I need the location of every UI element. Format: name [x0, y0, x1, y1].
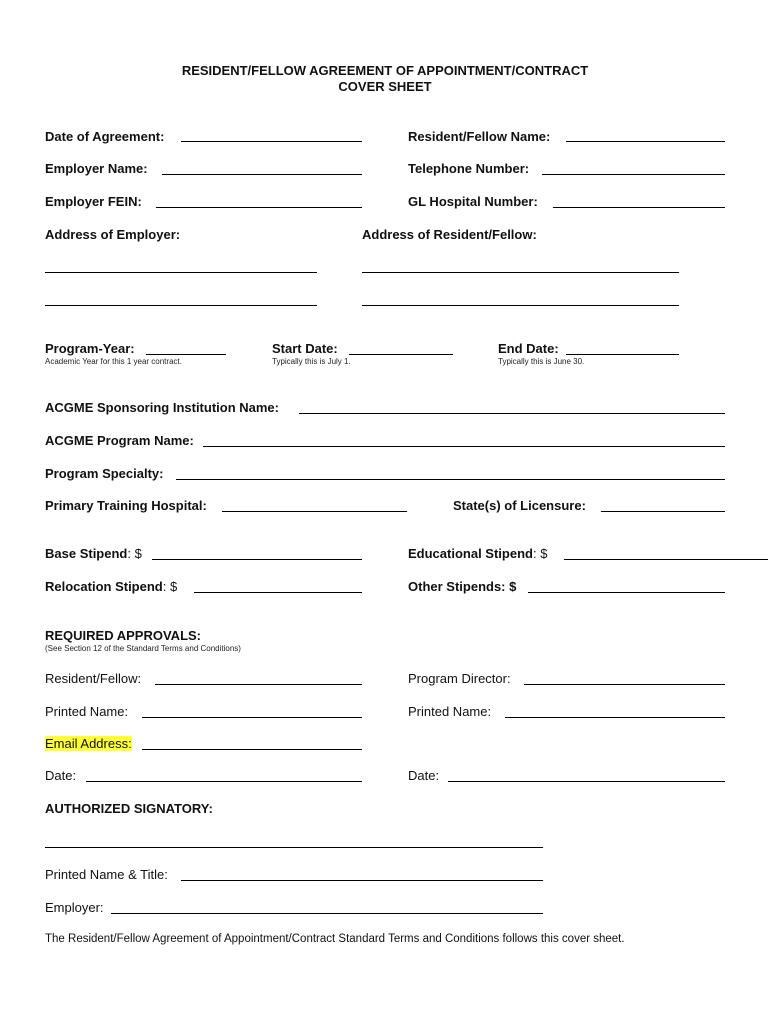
- resident-address-line-2[interactable]: [362, 305, 679, 306]
- educational-stipend-currency: : $: [532, 546, 548, 561]
- employer-address-line-2[interactable]: [45, 305, 317, 306]
- acgme-institution-field[interactable]: [299, 413, 725, 414]
- educational-stipend-label: [408, 546, 547, 561]
- employer-name-label: Employer Name:: [45, 161, 148, 176]
- email-address-label: Email Address:: [45, 736, 132, 751]
- printed-name-left-label: Printed Name:: [45, 704, 129, 719]
- required-approvals-heading: REQUIRED APPROVALS:: [45, 628, 202, 643]
- resident-fellow-signature-field[interactable]: [155, 684, 362, 685]
- gl-hospital-number-label: GL Hospital Number:: [408, 194, 538, 209]
- start-date-field[interactable]: [349, 354, 453, 355]
- base-stipend-label: [45, 546, 142, 561]
- document-subtitle: COVER SHEET: [338, 79, 432, 94]
- address-of-employer-label: Address of Employer:: [45, 227, 181, 242]
- signatory-employer-field[interactable]: [111, 913, 543, 914]
- date-of-agreement-field[interactable]: [181, 141, 362, 142]
- employer-fein-label: Employer FEIN:: [45, 194, 142, 209]
- states-of-licensure-label: State(s) of Licensure:: [453, 498, 586, 513]
- start-date-note: Typically this is July 1.: [272, 357, 351, 366]
- gl-hospital-number-field[interactable]: [553, 207, 725, 208]
- telephone-number-label: Telephone Number:: [408, 161, 530, 176]
- printed-name-title-field[interactable]: [181, 880, 543, 881]
- relocation-stipend-label-text: Relocation Stipend: [45, 579, 163, 594]
- date-right-label: Date:: [408, 768, 440, 783]
- signatory-employer-label: Employer:: [45, 900, 104, 915]
- program-director-signature-label: Program Director:: [408, 671, 511, 686]
- primary-training-hospital-field[interactable]: [222, 511, 407, 512]
- program-specialty-field[interactable]: [176, 479, 725, 480]
- program-year-label: Program-Year:: [45, 341, 135, 356]
- relocation-stipend-currency: : $: [162, 579, 178, 594]
- end-date-note: Typically this is June 30.: [498, 357, 585, 366]
- printed-name-left-field[interactable]: [142, 717, 362, 718]
- resident-address-line-1[interactable]: [362, 272, 679, 273]
- start-date-label: Start Date:: [272, 341, 338, 356]
- employer-fein-field[interactable]: [156, 207, 362, 208]
- document-title: RESIDENT/FELLOW AGREEMENT OF APPOINTMENT/CONTRACT: [181, 63, 589, 78]
- base-stipend-currency: : $: [127, 546, 142, 561]
- program-specialty-label: Program Specialty:: [45, 466, 164, 481]
- telephone-number-field[interactable]: [542, 174, 725, 175]
- end-date-field[interactable]: [566, 354, 679, 355]
- acgme-program-label: ACGME Program Name:: [45, 433, 194, 448]
- employer-address-line-1[interactable]: [45, 272, 317, 273]
- email-address-field[interactable]: [142, 749, 362, 750]
- program-year-note: Academic Year for this 1 year contract.: [45, 357, 182, 366]
- address-of-resident-label: Address of Resident/Fellow:: [362, 227, 537, 242]
- acgme-program-field[interactable]: [203, 446, 725, 447]
- resident-fellow-signature-label: Resident/Fellow:: [45, 671, 142, 686]
- printed-name-right-field[interactable]: [505, 717, 725, 718]
- other-stipends-label: Other Stipends: $: [408, 579, 517, 594]
- required-approvals-note: (See Section 12 of the Standard Terms and Conditions): [45, 644, 241, 653]
- states-of-licensure-field[interactable]: [601, 511, 725, 512]
- relocation-stipend-field[interactable]: [194, 592, 362, 593]
- date-right-field[interactable]: [448, 781, 725, 782]
- date-left-label: Date:: [45, 768, 77, 783]
- footer-note: The Resident/Fellow Agreement of Appointment/Contract Standard Terms and Conditions follows this cover sheet.: [45, 933, 625, 945]
- employer-name-field[interactable]: [162, 174, 362, 175]
- authorized-signatory-heading: AUTHORIZED SIGNATORY:: [45, 801, 213, 816]
- relocation-stipend-label: [45, 579, 177, 594]
- other-stipends-field[interactable]: [528, 592, 725, 593]
- printed-name-title-label: Printed Name & Title:: [45, 867, 168, 882]
- base-stipend-label-text: Base Stipend: [45, 546, 128, 561]
- date-of-agreement-label: Date of Agreement:: [45, 129, 165, 144]
- educational-stipend-label-text: Educational Stipend: [408, 546, 533, 561]
- program-year-field[interactable]: [146, 354, 226, 355]
- resident-fellow-name-label: Resident/Fellow Name:: [408, 129, 551, 144]
- end-date-label: End Date:: [498, 341, 559, 356]
- printed-name-right-label: Printed Name:: [408, 704, 492, 719]
- base-stipend-field[interactable]: [152, 559, 362, 560]
- authorized-signature-field[interactable]: [45, 847, 543, 848]
- educational-stipend-field[interactable]: [564, 559, 768, 560]
- date-left-field[interactable]: [86, 781, 362, 782]
- acgme-institution-label: ACGME Sponsoring Institution Name:: [45, 400, 279, 415]
- primary-training-hospital-label: Primary Training Hospital:: [45, 498, 207, 513]
- resident-fellow-name-field[interactable]: [566, 141, 725, 142]
- program-director-signature-field[interactable]: [524, 684, 725, 685]
